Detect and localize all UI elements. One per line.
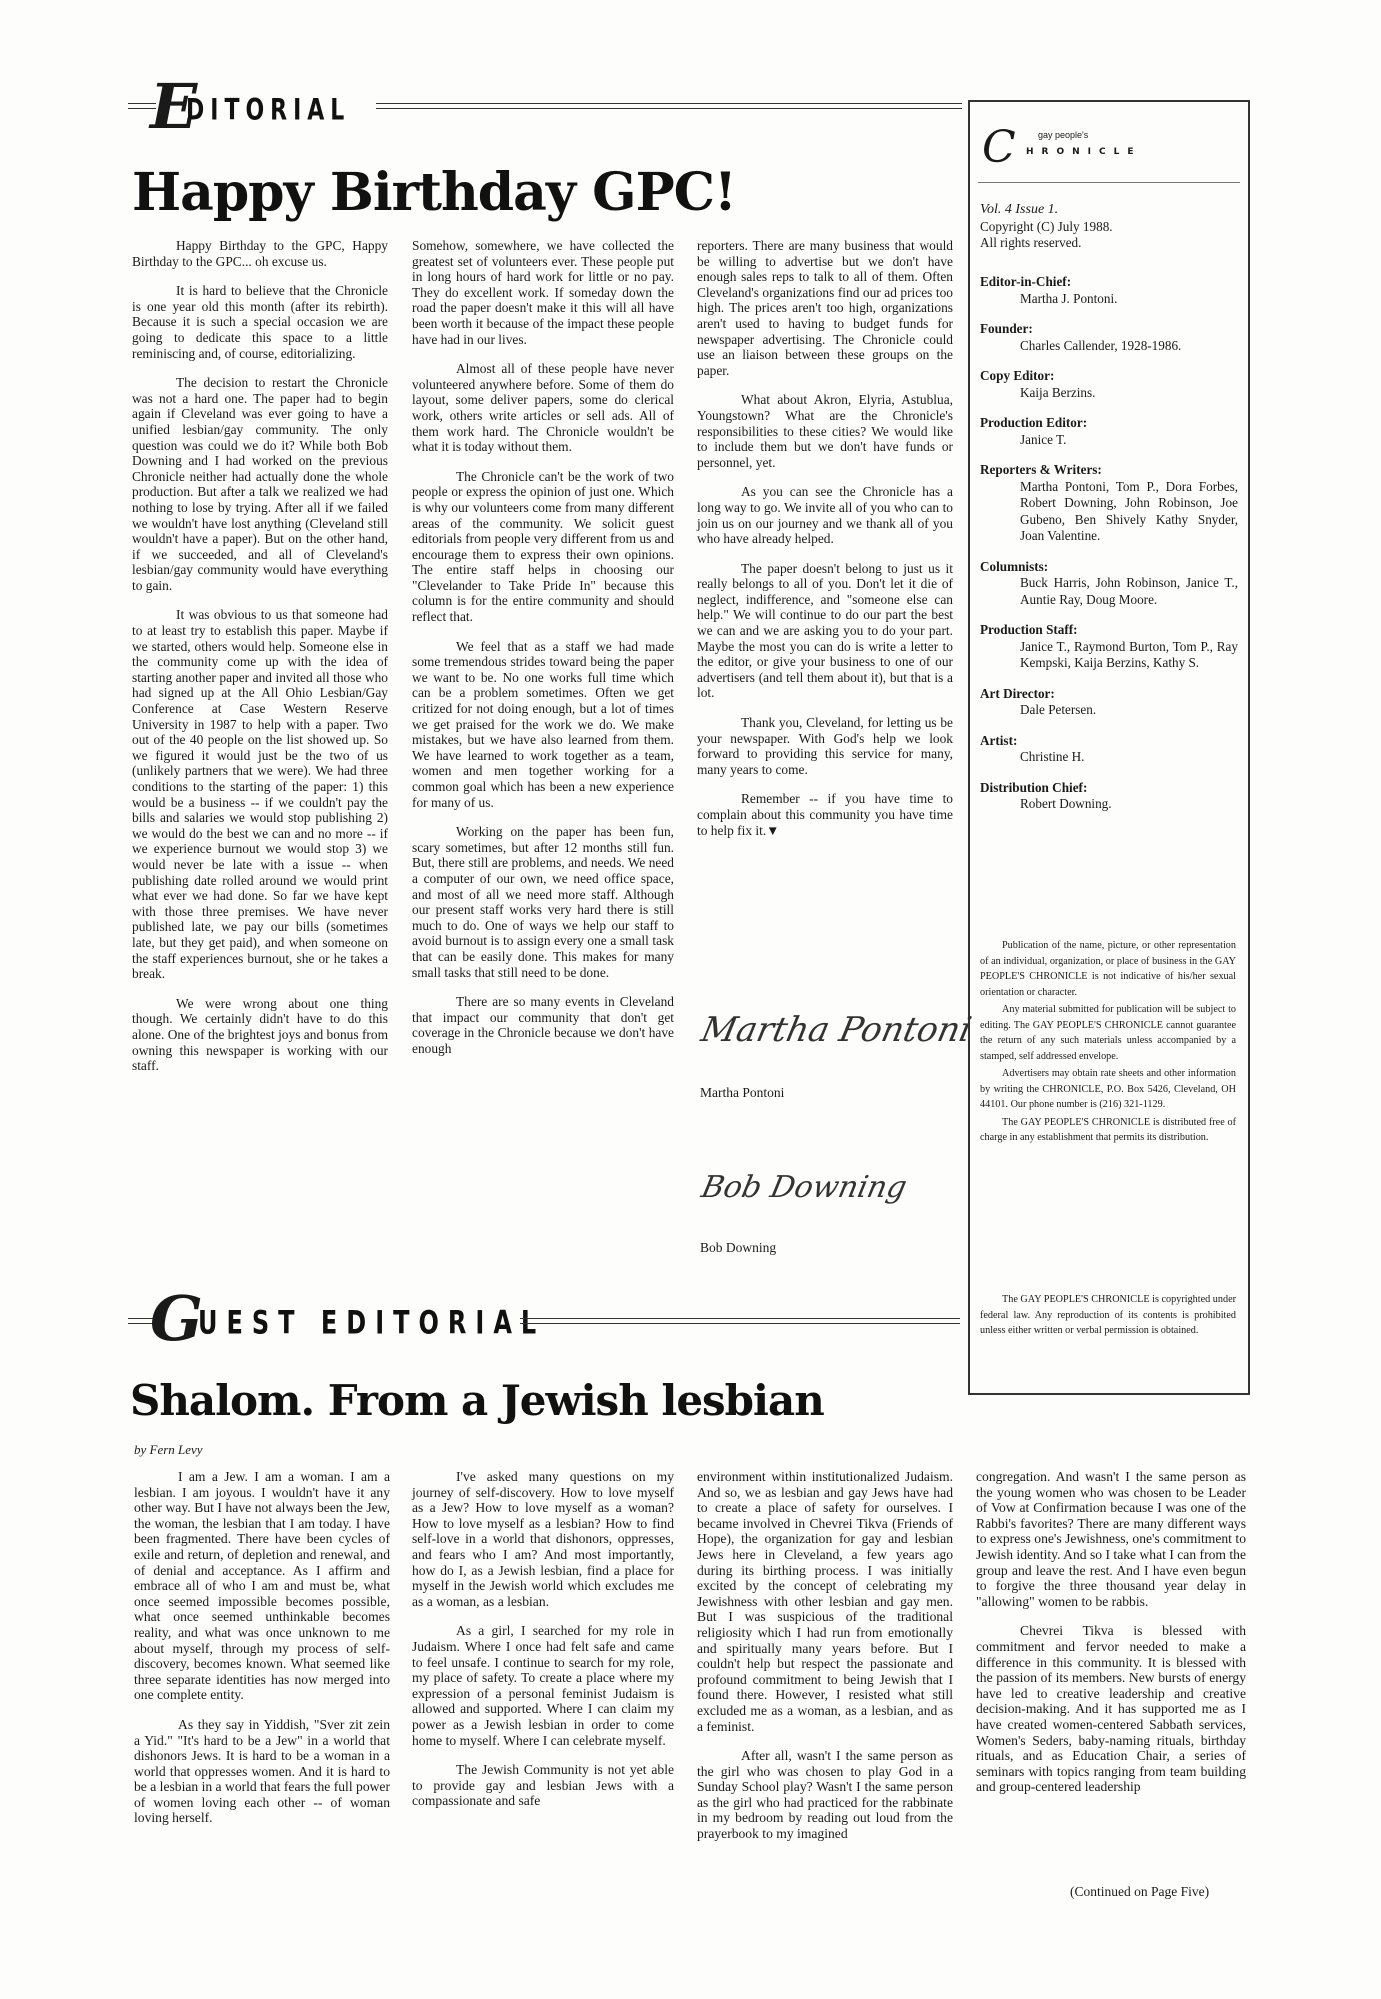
staff-group bbox=[980, 559, 1238, 609]
copyright-notice bbox=[980, 1292, 1236, 1341]
editorial-column-1 bbox=[132, 238, 388, 1088]
section-initial: E bbox=[150, 70, 198, 143]
staff-names: Martha J. Pontoni. bbox=[1020, 290, 1118, 306]
staff-role: Editor-in-Chief: bbox=[980, 274, 1072, 289]
guest-column-3 bbox=[697, 1469, 953, 1856]
editorial-column-2 bbox=[412, 238, 674, 1071]
paragraph: Almost all of these people have never volunteered anywhere before. Some of them do layout, some deliver papers, some do clerical work, others write articles or sell ads. All of them work hard. The Chronicle wouldn't be what it is today without them. bbox=[412, 361, 674, 455]
logo-title: HRONICLE bbox=[1026, 147, 1142, 157]
guest-column-4 bbox=[976, 1469, 1246, 1809]
signature-name-2: Bob Downing bbox=[700, 1240, 777, 1255]
paragraph: Working on the paper has been fun, scary sometimes, but after 12 months still fun. But, there still are problems, and needs. We need a computer of our own, we need office space, and most of all we need more staff. Although our present staff works very hard there is still much to do. One of ways we help our staff to avoid burnout is to assign every one a small task that can be easily done. This makes for many small tasks that still need to be done. bbox=[412, 824, 674, 980]
staff-role: Production Editor: bbox=[980, 415, 1088, 430]
staff-group bbox=[980, 415, 1238, 448]
staff-names: Kaija Berzins. bbox=[1020, 384, 1096, 400]
paragraph: The Chronicle can't be the work of two people or express the opinion of just one. Which is why our volunteers come from many different areas of the community. We solicit guest editorials from people very different from us and encourage them to express their own opinions. The entire staff helps in choosing our "Clevelander to Take Pride In" because this column is for the entire community and should reflect that. bbox=[412, 468, 674, 625]
masthead-note: Publication of the name, picture, or other representation of an individual, organization, or place of business in the GAY PEOPLE'S CHRONICLE is not indicative of his/her sexual orientation or character. bbox=[980, 940, 1236, 998]
staff-group bbox=[980, 622, 1238, 672]
copyright-notice-text: The GAY PEOPLE'S CHRONICLE is copyrighted under federal law. Any reproduction of its contents is prohibited unless either written or verbal permission is obtained. bbox=[980, 1294, 1236, 1336]
masthead-notes bbox=[980, 938, 1236, 1148]
paragraph: As a girl, I searched for my role in Judaism. Where I once had felt safe and came to feel unsafe. I continue to search for my role, my place of safety. To create a place where my expression of a personal feminist Judaism is allowed and supported. Where I can claim my power as a Jewish lesbian in order to come home to myself. Where I can celebrate myself. bbox=[412, 1623, 674, 1748]
guest-section-title: UEST EDITORIAL bbox=[198, 1304, 546, 1342]
paragraph: I've asked many questions on my journey of self-discovery. How to love myself as a Jew? How to love myself as a woman? How to love myself as a lesbian? How to find self-love in a world that dishonors, oppresses, and fears who I am? And most importantly, how do I, as a Jewish lesbian, find a place for myself in the Jewish world which excludes me as a woman, as a lesbian. bbox=[412, 1469, 674, 1609]
guest-byline: by Fern Levy bbox=[134, 1442, 203, 1457]
paragraph: We were wrong about one thing though. We certainly didn't have to do this alone. One of the brightest joys and bonus from owning this newspaper is working with our staff. bbox=[132, 995, 388, 1074]
signature-name-1: Martha Pontoni bbox=[700, 1085, 785, 1100]
paragraph: As they say in Yiddish, "Sver zit zein a Yid." "It's hard to be a Jew" in a world that dishonors Jews. It is hard to be a woman in a world that oppresses women. And it is hard to be a lesbian in a world that fears the full power of women loving each other -- of woman loving herself. bbox=[134, 1716, 390, 1826]
staff-role: Distribution Chief: bbox=[980, 779, 1088, 795]
editorial-column-3 bbox=[697, 238, 953, 852]
staff-names: Robert Downing. bbox=[1020, 796, 1112, 811]
paragraph: reporters. There are many business that would be willing to advertise but we don't have enough sales reps to talk to all of them. Often Cleveland's organizations find our ad prices too high. The prices aren't too high, organizations aren't used to having to budget funds for newspaper advertising. The Chronicle could use an liaison between these groups on the paper. bbox=[697, 238, 953, 378]
issue-number: Vol. 4 Issue 1. bbox=[980, 202, 1059, 217]
staff-names: Dale Petersen. bbox=[1020, 702, 1097, 717]
paragraph: Happy Birthday to the GPC, Happy Birthday to the GPC... oh excuse us. bbox=[132, 238, 388, 269]
staff-list bbox=[980, 274, 1238, 827]
staff-group bbox=[980, 462, 1238, 545]
staff-group bbox=[980, 733, 1238, 766]
staff-group bbox=[980, 780, 1238, 813]
paragraph: There are so many events in Cleveland that impact our community that don't get coverage in the Chronicle because we don't have enough bbox=[412, 994, 674, 1056]
staff-names: Charles Callender, 1928-1986. bbox=[1020, 337, 1182, 353]
paragraph: Remember -- if you have time to complain about this community you have time to help fix it.▼ bbox=[697, 791, 953, 838]
staff-role: Founder: bbox=[980, 321, 1033, 336]
section-title: DITORIAL bbox=[186, 94, 351, 128]
staff-names: Buck Harris, John Robinson, Janice T., Auntie Ray, Doug Moore. bbox=[1020, 575, 1238, 607]
staff-role: Production Staff: bbox=[980, 622, 1078, 637]
logo-subtitle: gay people's bbox=[1038, 130, 1089, 140]
paragraph: After all, wasn't I the same person as the girl who was chosen to play God in a Sunday School play? Wasn't I the same person as the girl who had practiced for the rabbinate in my bedroom by reading out loud from the prayerbook to my imagined bbox=[697, 1748, 953, 1842]
masthead-note: The GAY PEOPLE'S CHRONICLE is distributed free of charge in any establishment that permits its distribution. bbox=[980, 1116, 1236, 1143]
staff-group bbox=[980, 321, 1238, 354]
guest-column-2 bbox=[412, 1469, 674, 1823]
paragraph: congregation. And wasn't I the same person as the young women who was chosen to be Leader of Vow at Confirmation because I was one of the Rabbi's favorites? There are many different ways to express one's Jewishness, one's commitment to Jewish identity. And so I take what I can from the group and leave the rest. And I have even begun to forgive the three thousand year delay in "allowing" women to be rabbis. bbox=[976, 1469, 1246, 1609]
paragraph: I am a Jew. I am a woman. I am a lesbian. I am joyous. I wouldn't have it any other way. But I have not always been the Jew, the woman, the lesbian that I am today. I have been fragmented. There have been cycles of exile and return, of depletion and renewal, and of denial and acceptance. As I affirm and embrace all of who I am and must be, what once seemed impossible becomes possible, what once seemed unthinkable becomes reality, and what was once unknown to me about myself, through my process of self-discovery, becomes known. What seemed like three separate identities has now merged into one complete entity. bbox=[134, 1469, 390, 1703]
rights-line: All rights reserved. bbox=[980, 235, 1082, 250]
staff-role: Art Director: bbox=[980, 685, 1055, 701]
staff-names: Martha Pontoni, Tom P., Dora Forbes, Robert Downing, John Robinson, Joe Gubeno, Ben Shively Kathy Snyder, Joan Valentine. bbox=[1020, 478, 1238, 543]
masthead-note: Any material submitted for publication will be subject to editing. The GAY PEOPLE'S CHRONICLE cannot guarantee the return of any such materials unless accompanied by a stamped, self addressed envelope. bbox=[980, 1004, 1236, 1062]
paragraph: Thank you, Cleveland, for letting us be your newspaper. With God's help we look forward to providing this service for many, many years to come. bbox=[697, 715, 953, 777]
copyright-line: Copyright (C) July 1988. bbox=[980, 218, 1113, 234]
editorial-headline: Happy Birthday GPC! bbox=[132, 162, 736, 223]
masthead-box bbox=[968, 100, 1250, 1395]
paragraph: We feel that as a staff we had made some tremendous strides toward being the paper we want to be. No one works full time which can be a problem sometimes. Often we get critized for not doing enough, but a lot of times we get praised for the work we do. We make mistakes, but we have also learned from them. We have learned to work together as a team, women and men together working for a common goal which has been a new experience for many of us. bbox=[412, 638, 674, 810]
paragraph: Chevrei Tikva is blessed with commitment and fervor needed to make a difference in this community. It is blessed with the passion of its members. New bursts of energy have led to creative leadership and creative decision-making. And it has supported me as I have created women-centered Sabbath services, Women's Seders, baby-naming rituals, birthday rituals, and as Education Chair, a series of seminars with topics ranging from team building and group-centered leadership bbox=[976, 1623, 1246, 1795]
paragraph: The Jewish Community is not yet able to provide gay and lesbian Jews with a compassionate and safe bbox=[412, 1762, 674, 1809]
paragraph: The decision to restart the Chronicle was not a hard one. The paper had to begin again if Cleveland was ever going to have a unified lesbian/gay community. The only question was could we do it? While both Bob Downing and I had worked on the previous Chronicle neither had actually done the whole production. But after a talk we realized we had nothing to lose by trying. After all if we failed we wouldn't have lost anything (Cleveland still wouldn't have a paper). But on the other hand, if we succeeded, and all of Cleveland's lesbian/gay community would have everything to gain. bbox=[132, 375, 388, 593]
paragraph: It was obvious to us that someone had to at least try to establish this paper. Maybe if we started, others would help. Someone else in the community come up with the idea of starting another paper and invited all those who had signed up at the All Ohio Lesbian/Gay Conference at Case Western Reserve University in 1987 to help with a paper. Two out of the 40 people on the list showed up. So we figured it would just be the two of us (unlikely partners that we were). We had three conditions to the starting of the paper: 1) this would be a business -- if we couldn't pay the bills and salaries we would stop publishing 2) we would do the best we can and no more -- if we experience burnout we would stop 3) we would never be late with a issue -- when publishing date rolled around we would print what ever we had done. So far we have kept with those three premises. We have never published late, we pay our bills (sometimes late, but they get paid), and when someone on the staff experiences burnout, she or he takes a break. bbox=[132, 607, 388, 982]
masthead-note: Advertisers may obtain rate sheets and other information by writing the CHRONICLE, P.O. Box 5426, Cleveland, OH 44101. Our phone number is (216) 321-1129. bbox=[980, 1068, 1236, 1110]
paragraph: As you can see the Chronicle has a long way to go. We invite all of you who can to join us on our journey and we thank all of you who have already helped. bbox=[697, 484, 953, 547]
paragraph: Somehow, somewhere, we have collected the greatest set of volunteers ever. These people put in long hours of hard work for little or no pay. They do excellent work. If someday down the road the paper doesn't make it this will all have been worth it because of the impact these people have had in our lives. bbox=[412, 238, 674, 347]
staff-names: Janice T., Raymond Burton, Tom P., Ray Kempski, Kaija Berzins, Kathy S. bbox=[1020, 638, 1238, 670]
staff-group bbox=[980, 274, 1238, 307]
signature-bob: Bob Downing bbox=[698, 1170, 910, 1205]
paragraph: The paper doesn't belong to just us it really belongs to all of you. Don't let it die of neglect, indifference, and "someone else can help." We will continue to do our part the best we can and we are asking you to do your part. Maybe the most you can do is write a letter to the editor, or give your business to one of our advertisers (and tell them about it), but that is a lot. bbox=[697, 560, 953, 701]
guest-section-initial: G bbox=[150, 1282, 203, 1355]
paragraph: What about Akron, Elyria, Astublua, Youngstown? What are the Chronicle's responsibilities to these cities? We would like to include them but we don't have funds or personnel, yet. bbox=[697, 392, 953, 470]
staff-role: Columnists: bbox=[980, 558, 1049, 574]
paragraph: environment within institutionalized Judaism. And so, we as lesbian and gay Jews have had to create a place of safety for ourselves. I became involved in Chevrei Tikva (Friends of Hope), the organization for gay and lesbian Jews here in Cleveland, a few years ago during its birthing process. I was initially excited by the concept of celebrating my Jewishness with other lesbian and gay men. But I was suspicious of the traditional religiosity which I had run from emotionally and spiritually many years before. But I couldn't help but respect the passionate and profound commitment to being Jewish that I found there. However, I resisted what still excluded me as a woman, as a lesbian, and as a feminist. bbox=[697, 1469, 953, 1734]
logo-initial: C bbox=[982, 122, 1016, 173]
continued-note: (Continued on Page Five) bbox=[1070, 1884, 1210, 1899]
staff-role: Reporters & Writers: bbox=[980, 462, 1102, 477]
staff-role: Copy Editor: bbox=[980, 368, 1055, 383]
guest-column-1 bbox=[134, 1469, 390, 1840]
paragraph: It is hard to believe that the Chronicle is one year old this month (after its rebirth). Because it is such a special occasion we are going to dedicate this space to a little reminiscing and, of course, editorializing. bbox=[132, 283, 388, 361]
staff-group bbox=[980, 686, 1238, 719]
staff-names: Janice T. bbox=[1020, 431, 1067, 447]
staff-group bbox=[980, 368, 1238, 401]
staff-role: Artist: bbox=[980, 732, 1018, 748]
masthead-issue-info bbox=[980, 202, 1238, 252]
signature-martha: Martha Pontoni bbox=[697, 1010, 976, 1050]
staff-names: Christine H. bbox=[1020, 749, 1085, 764]
guest-headline: Shalom. From a Jewish lesbian bbox=[130, 1376, 824, 1425]
